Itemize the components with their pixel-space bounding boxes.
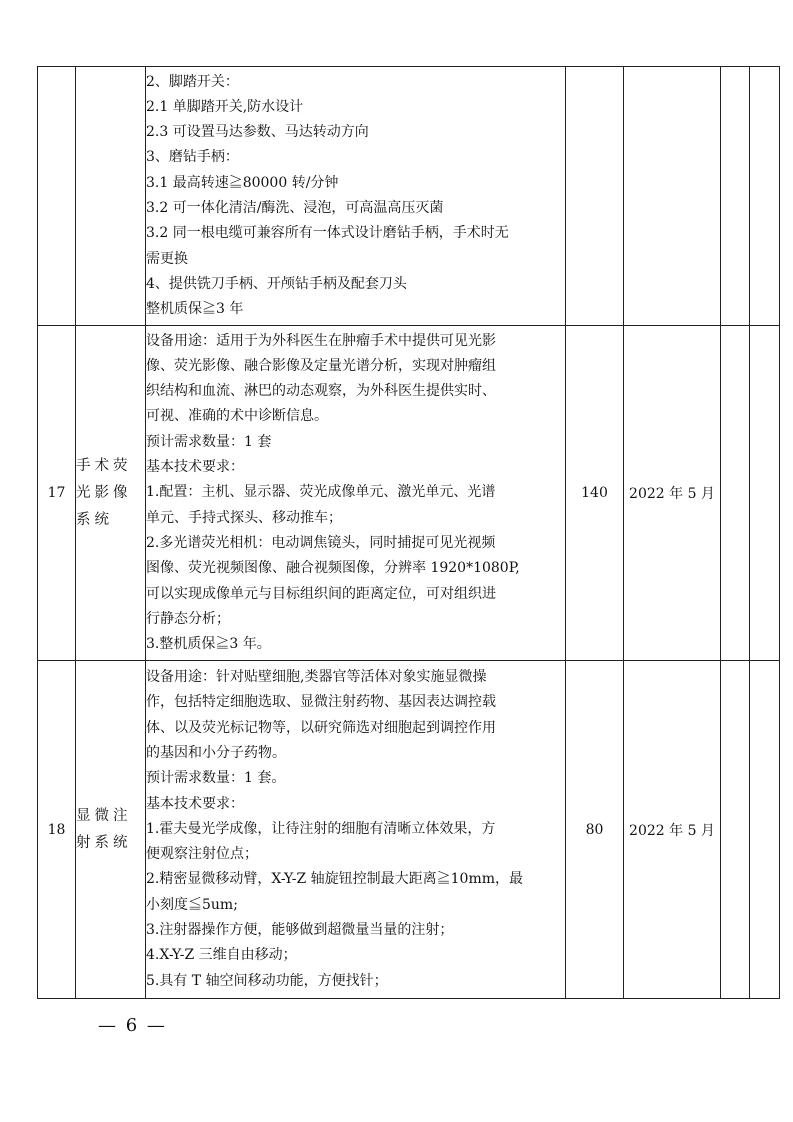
- requirement-line: 预计需求数量：1 套。: [146, 770, 286, 787]
- requirement-line: 预计需求数量：1 套: [146, 433, 272, 450]
- requirement-line: 可视、准确的术中诊断信息。: [146, 408, 328, 425]
- equipment-name-line: 显微注: [76, 807, 132, 824]
- row-number-cell: 18: [38, 661, 76, 999]
- requirements-cell: [146, 661, 566, 999]
- requirement-line: 织结构和血流、淋巴的动态观察，为外科医生提供实时、: [146, 383, 496, 400]
- requirement-line: 2.3 可设置马达参数、马达转动方向: [146, 124, 369, 141]
- requirement-line: 3.1 最高转速≧80000 转/分钟: [146, 174, 339, 191]
- requirement-line: 的基因和小分子药物。: [146, 744, 286, 761]
- table-row: [38, 67, 780, 326]
- equipment-name-line: 光影像: [76, 484, 132, 501]
- blank-cell: [750, 67, 780, 326]
- requirement-line: 2.1 单脚踏开关,防水设计: [146, 98, 304, 115]
- requirement-line: 4.X-Y-Z 三维自由移动；: [146, 947, 297, 964]
- requirement-line: 2.多光谱荧光相机：电动调焦镜头，同时捕捉可见光视频: [146, 534, 496, 551]
- requirement-line: 2、脚踏开关：: [146, 73, 239, 90]
- requirement-line: 3.2 同一根电缆可兼容所有一体式设计磨钻手柄，手术时无: [146, 225, 509, 242]
- requirement-line: 作，包括特定细胞选取、显微注射药物、基因表达调控载: [146, 694, 496, 711]
- table-row: [38, 326, 780, 661]
- page-number: — 6 —: [98, 1015, 167, 1036]
- budget-cell: 140: [566, 326, 624, 661]
- requirement-line: 基本技术要求：: [146, 795, 244, 812]
- requirement-line: 3.2 可一体化清洁/酶洗、浸泡，可高温高压灭菌: [146, 200, 444, 216]
- requirements-cell: [146, 326, 566, 661]
- blank-cell: [750, 326, 780, 661]
- requirement-line: 设备用途：适用于为外科医生在肿瘤手术中提供可见光影: [146, 332, 496, 349]
- blank-cell: [721, 326, 750, 661]
- row-number-cell: 17: [38, 326, 76, 661]
- requirement-line: 1.霍夫曼光学成像，让待注射的细胞有清晰立体效果，方: [146, 820, 496, 837]
- equipment-name-cell: [76, 661, 146, 999]
- requirement-line: 小刻度≦5um;: [146, 896, 238, 913]
- requirement-line: 3.整机质保≧3 年。: [146, 636, 271, 653]
- requirement-line: 3、磨钻手柄：: [146, 149, 239, 166]
- equipment-spec-table: [37, 66, 780, 999]
- requirement-line: 2.精密显微移动臂，X-Y-Z 轴旋钮控制最大距离≧10mm，最: [146, 871, 523, 888]
- requirement-line: 可以实现成像单元与目标组织间的距离定位，可对组织进: [146, 585, 496, 602]
- equipment-name-cell: [76, 67, 146, 326]
- date-cell: 2022 年 5 月: [624, 661, 721, 999]
- requirement-line: 行静态分析；: [146, 610, 230, 627]
- requirement-line: 需更换: [146, 250, 188, 267]
- requirement-line: 4、提供铣刀手柄、开颅钻手柄及配套刀头: [146, 275, 407, 292]
- requirement-line: 3.注射器操作方便，能够做到超微量当量的注射；: [146, 922, 454, 939]
- blank-cell: [750, 661, 780, 999]
- row-number-cell: [38, 67, 76, 326]
- requirement-line: 整机质保≧3 年: [146, 301, 244, 318]
- blank-cell: [721, 661, 750, 999]
- requirement-line: 体、以及荧光标记物等，以研究筛选对细胞起到调控作用: [146, 719, 496, 736]
- requirement-line: 基本技术要求：: [146, 459, 244, 476]
- requirement-line: 1.配置：主机、显示器、荧光成像单元、激光单元、光谱: [146, 484, 496, 501]
- blank-cell: [721, 67, 750, 326]
- requirement-line: 5.具有 T 轴空间移动功能，方便找针；: [146, 972, 388, 989]
- requirements-cell: [146, 67, 566, 326]
- equipment-name-line: 系统: [76, 511, 113, 528]
- equipment-name-cell: [76, 326, 146, 661]
- date-cell: [624, 67, 721, 326]
- date-cell: 2022 年 5 月: [624, 326, 721, 661]
- requirement-line: 便观察注射位点；: [146, 846, 258, 863]
- equipment-name-line: 手术荧: [76, 457, 132, 474]
- budget-cell: 80: [566, 661, 624, 999]
- equipment-name-line: 射系统: [76, 834, 132, 851]
- table-row: [38, 661, 780, 999]
- requirement-line: 设备用途：针对贴壁细胞,类器官等活体对象实施显微操: [146, 669, 487, 686]
- requirement-line: 单元、手持式探头、移动推车；: [146, 509, 342, 526]
- requirement-line: 像、荧光影像、融合影像及定量光谱分析，实现对肿瘤组: [146, 357, 496, 374]
- budget-cell: [566, 67, 624, 326]
- requirement-line: 图像、荧光视频图像、融合视频图像，分辨率 1920*1080P,: [146, 560, 520, 577]
